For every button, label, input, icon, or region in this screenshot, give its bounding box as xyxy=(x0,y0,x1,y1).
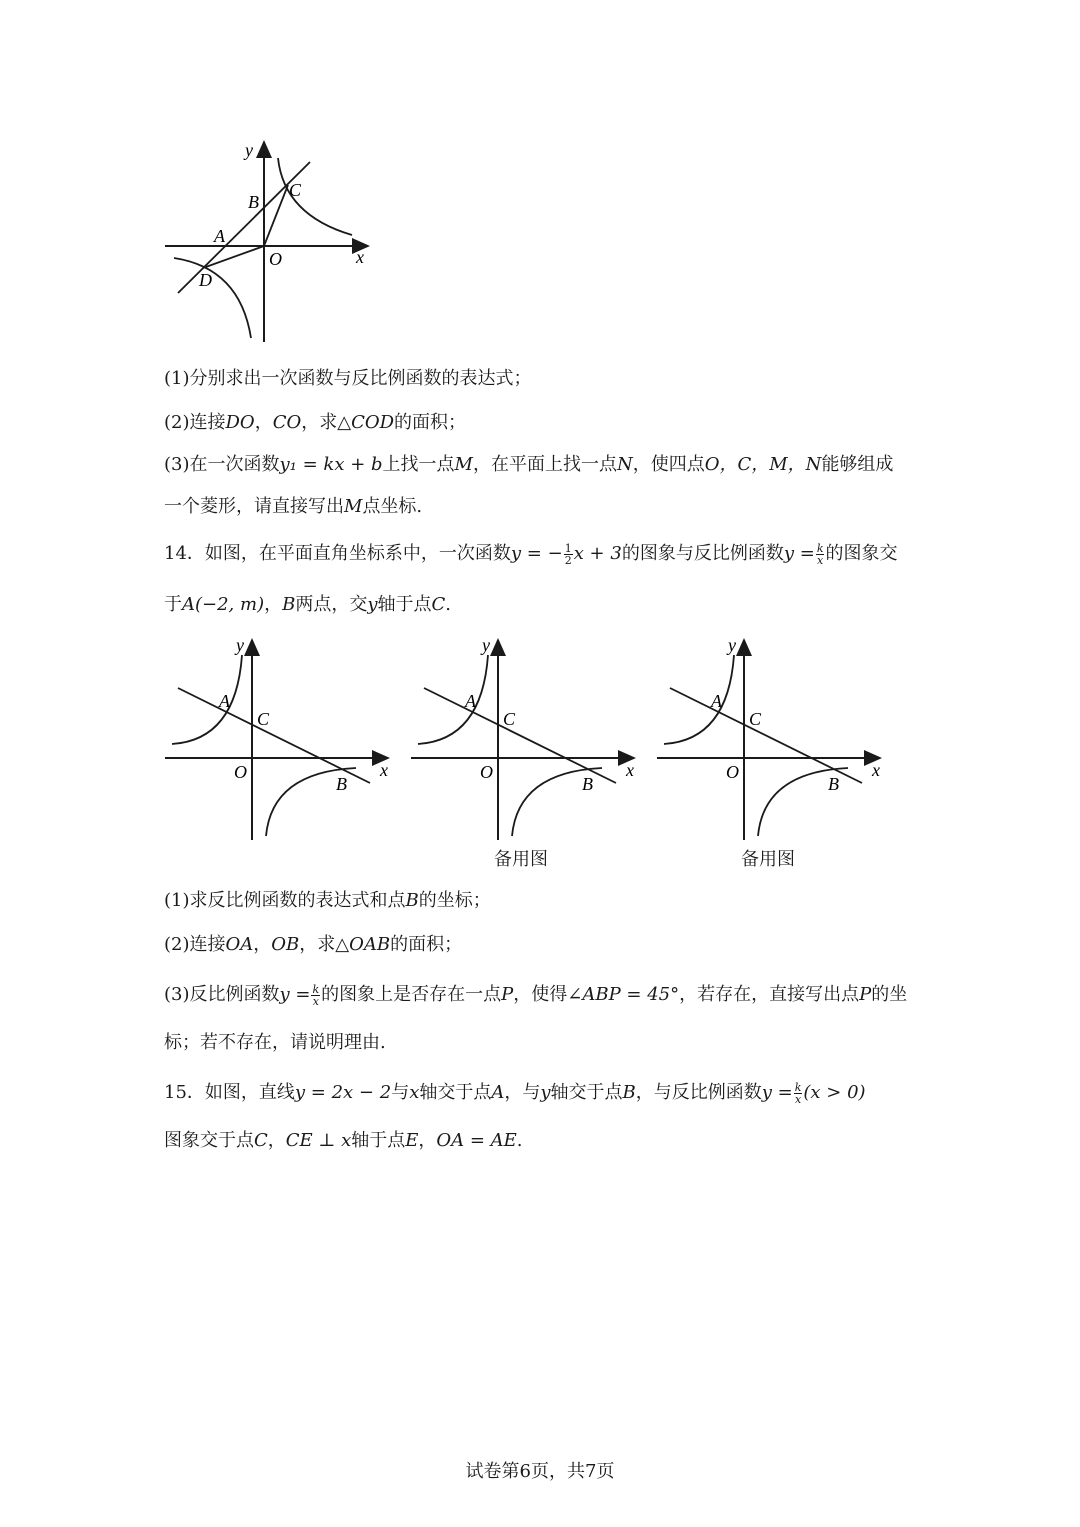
q15-eq2-b: (x > 0) xyxy=(803,1082,866,1103)
backup1-label-y: y xyxy=(482,635,490,655)
q14-eq2-num: k xyxy=(816,541,824,555)
q14-eq1-fraction xyxy=(564,543,573,566)
q14-p2-c: 的面积； xyxy=(390,934,463,955)
q13-part3-line1 xyxy=(164,452,893,478)
q13-p3-line2-b: 点坐标. xyxy=(362,496,423,517)
q15-line2-e: . xyxy=(516,1130,523,1151)
q13-p3-d: 能够组成 xyxy=(821,454,894,475)
fig1-label-y: y xyxy=(245,140,253,160)
fig14-label-y: y xyxy=(236,635,244,655)
q14-part1 xyxy=(164,888,491,914)
figure-14-backup-2 xyxy=(652,632,892,847)
fig1-label-c: C xyxy=(289,180,302,200)
fig1-label-d: D xyxy=(199,270,212,290)
q15-eq2-den: x xyxy=(794,1092,802,1106)
q14-part3-line2: 标；若不存在，请说明理由. xyxy=(164,1032,386,1053)
q14-line2-e: . xyxy=(445,594,452,615)
q14-p3-p: P xyxy=(501,984,514,1005)
q14-p3-d: ，若存在，直接写出点 xyxy=(679,984,860,1005)
q15-eq2-a: y = xyxy=(761,1082,793,1103)
q14-eq1-b: x + 3 xyxy=(573,543,622,564)
backup1-label-b: B xyxy=(582,774,593,794)
q15-c: 轴交于点 xyxy=(419,1082,492,1103)
backup2-label-x: x xyxy=(872,760,880,780)
q15-d: ，与 xyxy=(504,1082,541,1103)
hyperbola-branch-2 xyxy=(664,655,734,744)
fig1-label-o: O xyxy=(269,249,282,269)
q14-point-c: C xyxy=(431,594,446,615)
fig1-label-a: A xyxy=(214,226,225,246)
figure-13-graph xyxy=(160,135,380,350)
q14-part3-line1 xyxy=(164,982,907,1008)
q15-stem-line1 xyxy=(164,1080,866,1106)
backup2-label-c: C xyxy=(749,709,762,729)
q13-p2-co: CO xyxy=(272,412,302,433)
hyperbola-branch-2 xyxy=(418,655,488,744)
q15-eq2-fraction xyxy=(794,1082,803,1105)
q13-part3-line2 xyxy=(164,494,422,520)
q14-p3-den: x xyxy=(312,994,319,1008)
q14-line2-c: 两点，交 xyxy=(295,594,368,615)
fig1-label-b: B xyxy=(248,192,259,212)
backup-caption-1: 备用图 xyxy=(494,849,548,870)
q13-p2-text: (2)连接 xyxy=(164,412,226,433)
q14-number: 14． xyxy=(164,543,205,564)
q13-p3-equation: y₁ = kx + b xyxy=(279,454,383,475)
q13-p3-n: N xyxy=(616,454,633,475)
fig14-label-b: B xyxy=(336,774,347,794)
q15-line2-d: ， xyxy=(418,1130,437,1151)
backup1-label-c: C xyxy=(503,709,516,729)
q15-b: 与 xyxy=(391,1082,410,1103)
q14-eq1-den: 2 xyxy=(564,553,572,567)
q15-oa-ae: OA = AE xyxy=(436,1130,517,1151)
q14-p3-eq: y = xyxy=(279,984,311,1005)
q14-eq1-a: y = − xyxy=(510,543,563,564)
q14-p3-a: (3)反比例函数 xyxy=(164,984,280,1005)
page-footer: 试卷第6页，共7页 xyxy=(465,1461,615,1482)
q13-p3-line2-a: 一个菱形，请直接写出 xyxy=(164,496,344,517)
q13-p3-pre: (3)在一次函数 xyxy=(164,454,280,475)
backup2-label-b: B xyxy=(828,774,839,794)
q15-f: ，与反比例函数 xyxy=(635,1082,762,1103)
q15-point-e: E xyxy=(405,1130,419,1151)
q13-p3-line2-m: M xyxy=(344,496,363,517)
q14-stem-a: 如图，在平面直角坐标系中，一次函数 xyxy=(204,543,511,564)
q15-point-a: A xyxy=(491,1082,505,1103)
q15-x: x xyxy=(409,1082,420,1103)
q13-p3-points: O，C，M，N xyxy=(704,454,822,475)
q14-p1-b-point: B xyxy=(405,890,419,911)
q15-stem-line2 xyxy=(164,1128,523,1154)
q13-p3-a: 上找一点 xyxy=(382,454,455,475)
q14-point-a: A(−2, m) xyxy=(182,594,265,615)
q14-p3-p2: P xyxy=(859,984,872,1005)
q13-part1: (1)分别求出一次函数与反比例函数的表达式； xyxy=(164,368,532,389)
q15-eq: y = 2x − 2 xyxy=(294,1082,392,1103)
q13-p2-post: 的面积； xyxy=(394,412,467,433)
q14-p2-a: (2)连接 xyxy=(164,934,226,955)
backup-caption-2: 备用图 xyxy=(741,849,795,870)
backup1-label-o: O xyxy=(480,762,493,782)
q15-y: y xyxy=(540,1082,551,1103)
q15-number: 15． xyxy=(164,1082,205,1103)
q14-p2-comma: ， xyxy=(253,934,272,955)
q15-line2-a: 图象交于点 xyxy=(164,1130,254,1151)
figure-14-backup-1 xyxy=(406,632,646,847)
fig14-label-a: A xyxy=(219,691,230,711)
q14-line2-y: y xyxy=(367,594,378,615)
backup1-label-a: A xyxy=(465,691,476,711)
q14-p1-b: 的坐标； xyxy=(418,890,491,911)
fig14-label-o: O xyxy=(234,762,247,782)
segment-do xyxy=(203,246,264,268)
q14-p3-num: k xyxy=(312,982,320,996)
q14-stem-c: 的图象交 xyxy=(825,543,898,564)
q13-p2-cod: COD xyxy=(351,412,395,433)
q13-p2-do: DO xyxy=(225,412,255,433)
q15-e: 轴交于点 xyxy=(550,1082,623,1103)
backup2-label-a: A xyxy=(711,691,722,711)
q13-p2-comma: ， xyxy=(254,412,273,433)
q15-ce: CE ⊥ x xyxy=(285,1130,352,1151)
q15-point-c: C xyxy=(254,1130,268,1151)
q14-p2-b: ，求△ xyxy=(299,934,350,955)
q13-p2-mid: ，求△ xyxy=(301,412,352,433)
figure-14-graph xyxy=(160,632,400,847)
q14-eq2-a: y = xyxy=(783,543,815,564)
q14-stem-line1 xyxy=(164,541,897,567)
q14-stem-line2 xyxy=(164,592,451,618)
q14-p1-a: (1)求反比例函数的表达式和点 xyxy=(164,890,406,911)
backup2-label-y: y xyxy=(728,635,736,655)
backup2-label-o: O xyxy=(726,762,739,782)
q14-p2-oa: OA xyxy=(225,934,254,955)
q14-eq2-den: x xyxy=(817,553,824,567)
segment-co xyxy=(264,185,288,246)
q13-p3-b: ，在平面上找一点 xyxy=(472,454,617,475)
fig14-label-c: C xyxy=(257,709,270,729)
q14-eq1-num: 1 xyxy=(564,541,572,555)
q13-p3-c: ，使四点 xyxy=(632,454,705,475)
q14-p3-fraction xyxy=(311,984,320,1007)
q14-p2-oab: OAB xyxy=(349,934,391,955)
q13-part2 xyxy=(164,410,466,436)
fig1-label-x: x xyxy=(356,247,364,267)
q14-point-b: B xyxy=(282,594,296,615)
q14-p3-angle: ∠ABP = 45° xyxy=(567,984,680,1005)
q15-line2-b: ， xyxy=(267,1130,286,1151)
q14-line2-b: ， xyxy=(264,594,283,615)
fig14-label-x: x xyxy=(380,760,388,780)
q14-p3-b: 的图象上是否存在一点 xyxy=(321,984,502,1005)
q14-part2 xyxy=(164,932,462,958)
q15-point-b: B xyxy=(622,1082,636,1103)
q14-p2-ob: OB xyxy=(271,934,300,955)
q15-eq2-num: k xyxy=(794,1080,802,1094)
q14-line2-a: 于 xyxy=(164,594,182,615)
q14-stem-b: 的图象与反比例函数 xyxy=(621,543,784,564)
q14-p3-c: ，使得 xyxy=(513,984,568,1005)
hyperbola-branch-2 xyxy=(172,655,242,744)
backup1-label-x: x xyxy=(626,760,634,780)
q13-p3-m: M xyxy=(454,454,473,475)
q15-line2-c: 轴于点 xyxy=(351,1130,406,1151)
q14-line2-d: 轴于点 xyxy=(377,594,432,615)
q14-eq2-fraction xyxy=(816,543,825,566)
hyperbola-branch-3 xyxy=(174,258,251,338)
q15-a: 如图，直线 xyxy=(204,1082,295,1103)
q14-p3-e: 的坐 xyxy=(871,984,908,1005)
